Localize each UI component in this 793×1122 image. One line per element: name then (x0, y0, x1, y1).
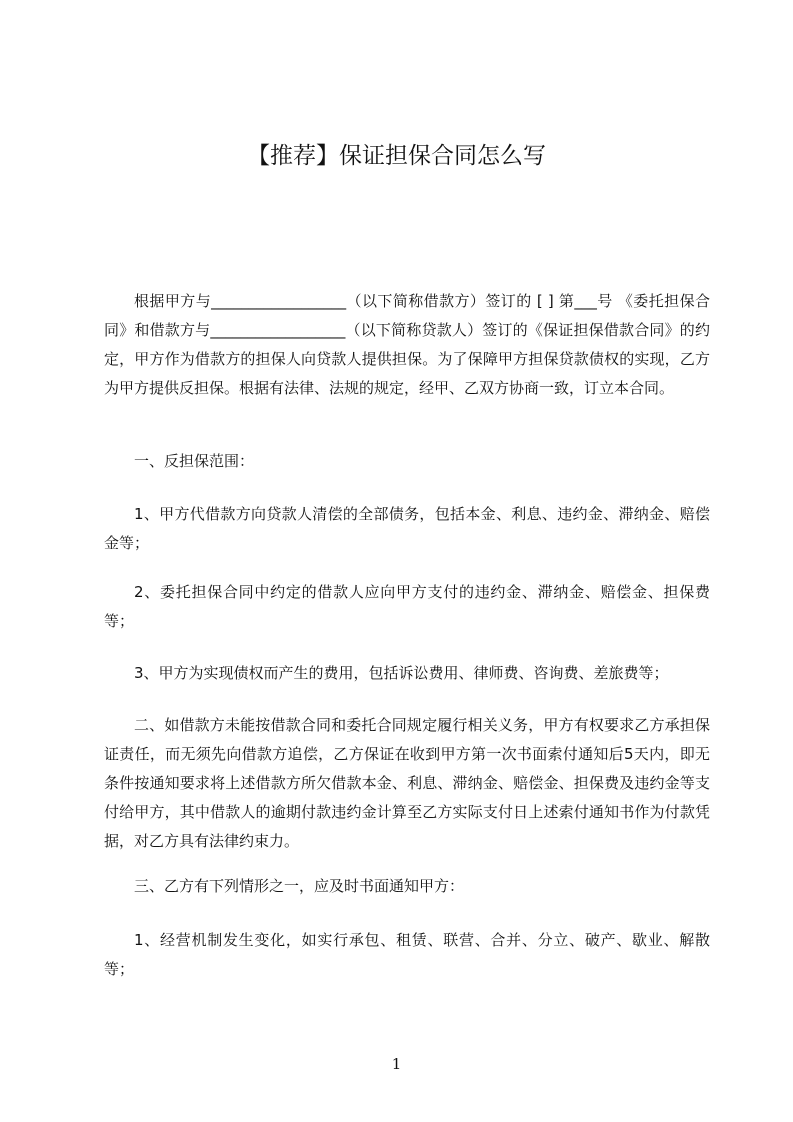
paragraph-item-1-3: 3、甲方为实现债权而产生的费用，包括诉讼费用、律师费、咨询费、差旅费等； (134, 664, 669, 682)
paragraph-preamble: 根据甲方与__________________（以下简称借款方）签订的 [ ] 第___号 《委托担保合同》和借款方与__________________（以下简称贷款人）签订的《保证担保借款合同》的约定，甲方作为借款方的担保人向贷款人提供担保。为了保障甲方担保贷款债权的实现，乙方为甲方提供反担保。根据有法律、法规的规定，经甲、乙双方协商一致，订立本合同。 (104, 292, 710, 397)
document-title: 【推荐】保证担保合同怎么写 (247, 143, 546, 169)
section-heading-3: 三、乙方有下列情形之一，应及时书面通知甲方： (134, 877, 465, 895)
section-paragraph-2: 二、如借款方未能按借款合同和委托合同规定履行相关义务，甲方有权要求乙方承担保证责任，而无须先向借款方追偿，乙方保证在收到甲方第一次书面索付通知后5天内，即无条件按通知要求将上述借款方所欠借款本金、利息、滞纳金、赔偿金、担保费及违约金等支付给甲方，其中借款人的逾期付款违约金计算至乙方实际支付日上述索付通知书作为付款凭据，对乙方具有法律约束力。 (104, 716, 710, 850)
page-number: 1 (391, 1055, 402, 1073)
paragraph-item-3-1: 1、经营机制发生变化，如实行承包、租赁、联营、合并、分立、破产、歇业、解散等； (104, 931, 710, 978)
paragraph-item-1-2: 2、委托担保合同中约定的借款人应向甲方支付的违约金、滞纳金、赔偿金、担保费等； (104, 583, 710, 630)
paragraph-item-1-1: 1、甲方代借款方向贷款人清偿的全部债务，包括本金、利息、违约金、滞纳金、赔偿金等； (104, 505, 710, 552)
section-heading-1: 一、反担保范围： (134, 452, 255, 470)
